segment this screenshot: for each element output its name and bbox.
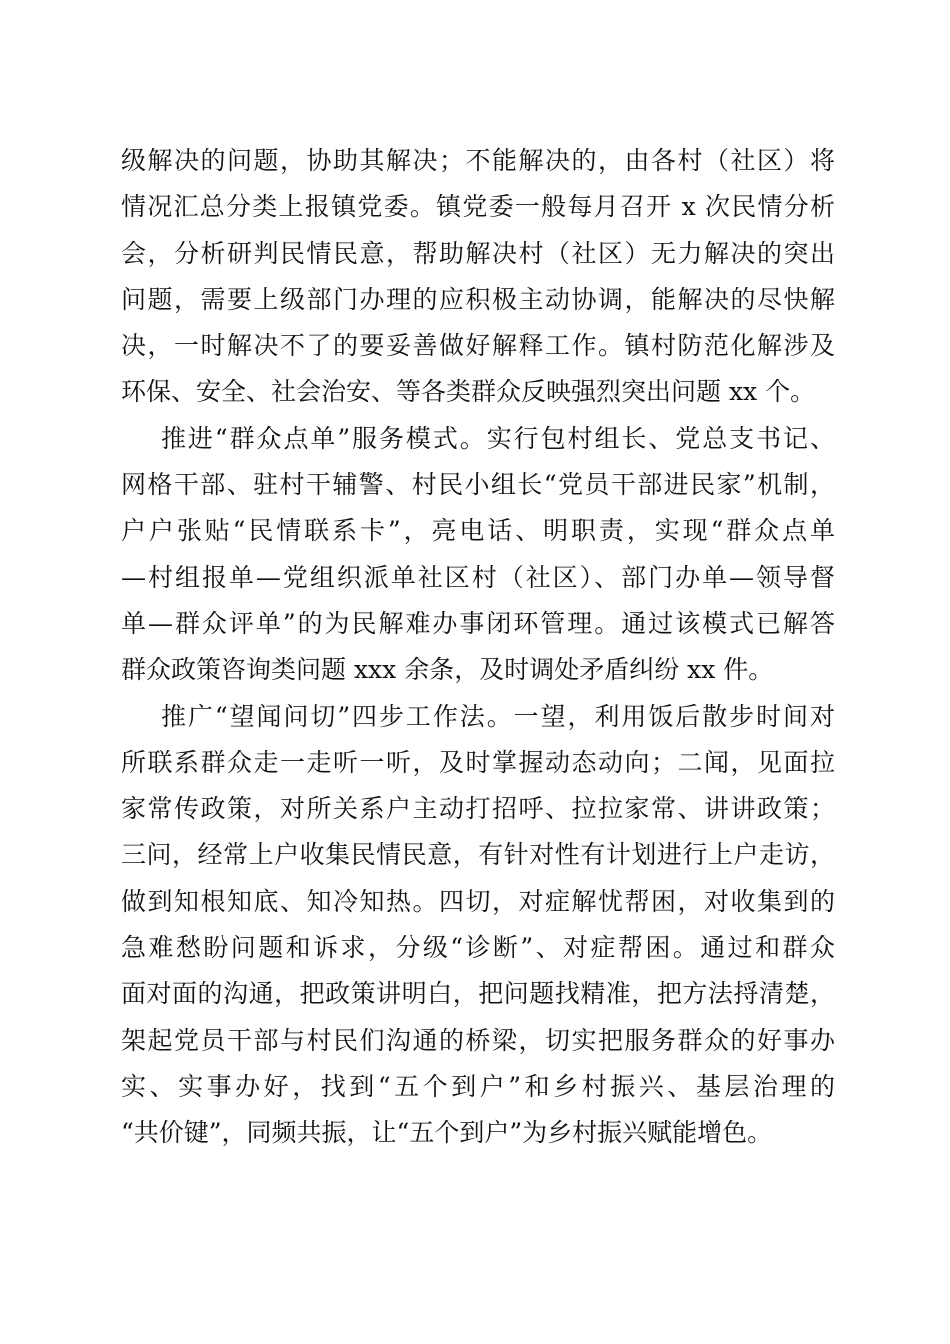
paragraph — [121, 138, 835, 416]
text-line: 户户张贴“民情联系卡”，亮电话、明职责，实现“群众点单 — [121, 516, 835, 546]
text-line: 三问，经常上户收集民情民意，有针对性有计划进行上户走访， — [121, 840, 835, 870]
text-line: 所联系群众走一走听一听，及时掌握动态动向；二闻，见面拉 — [121, 747, 835, 777]
text-line: 架起党员干部与村民们沟通的桥梁，切实把服务群众的好事办 — [121, 1025, 835, 1055]
text-line: —村组报单—党组织派单社区村（社区）、部门办单—领导督 — [121, 562, 835, 592]
text-line: 环保、安全、社会治安、等各类群众反映强烈突出问题 xx 个。 — [121, 377, 816, 407]
text-line: 面对面的沟通，把政策讲明白，把问题找精准，把方法捋清楚， — [121, 979, 835, 1009]
text-line: 群众政策咨询类问题 xxx 余条，及时调处矛盾纠纷 xx 件。 — [121, 655, 774, 685]
text-line: 推广“望闻问切”四步工作法。一望，利用饭后散步时间对 — [161, 701, 835, 731]
text-line: “共价键”，同频共振，让“五个到户”为乡村振兴赋能增色。 — [121, 1118, 773, 1148]
text-line: 问题，需要上级部门办理的应积极主动协调，能解决的尽快解 — [121, 284, 835, 314]
text-line: 急难愁盼问题和诉求，分级“诊断”、对症帮困。通过和群众 — [121, 933, 835, 963]
text-line: 决，一时解决不了的要妥善做好解释工作。镇村防范化解涉及 — [121, 331, 835, 361]
text-line: 单—群众评单”的为民解难办事闭环管理。通过该模式已解答 — [121, 608, 835, 638]
text-line: 会，分析研判民情民意，帮助解决村（社区）无力解决的突出 — [121, 238, 835, 268]
text-line: 网格干部、驻村干辅警、村民小组长“党员干部进民家”机制， — [121, 470, 835, 500]
text-line: 推进“群众点单”服务模式。实行包村组长、党总支书记、 — [161, 423, 835, 453]
paragraph — [121, 416, 835, 694]
text-line: 实、实事办好，找到“五个到户”和乡村振兴、基层治理的 — [121, 1071, 835, 1101]
document-body — [121, 138, 835, 1157]
text-line: 家常传政策，对所关系户主动打招呼、拉拉家常、讲讲政策； — [121, 794, 835, 824]
text-line: 级解决的问题，协助其解决；不能解决的，由各村（社区）将 — [121, 146, 835, 175]
text-line: 做到知根知底、知冷知热。四切，对症解忧帮困，对收集到的 — [121, 886, 835, 916]
text-line: 情况汇总分类上报镇党委。镇党委一般每月召开 x 次民情分析 — [121, 192, 835, 222]
paragraph — [121, 694, 835, 1157]
